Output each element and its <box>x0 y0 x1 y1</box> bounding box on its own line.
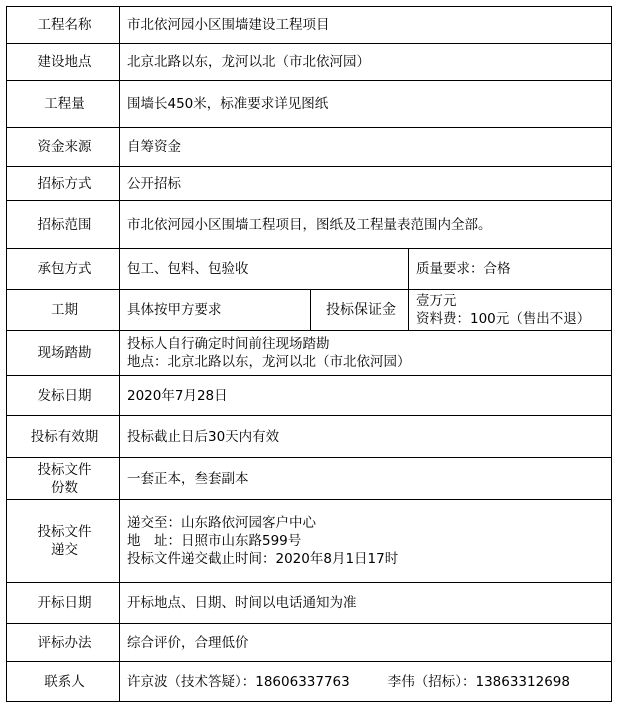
submission-place: 递交至：山东路依河园客户中心 <box>127 515 316 531</box>
issue-date-label: 发标日期 <box>7 376 120 416</box>
site-inspection-value <box>120 331 612 376</box>
row-tender-scope <box>7 201 612 249</box>
row-duration <box>7 290 612 331</box>
row-funding-source <box>7 128 612 167</box>
evaluation-method-value: 综合评价，合理低价 <box>120 624 612 662</box>
bid-deposit-label: 投标保证金 <box>311 290 409 331</box>
contract-method-value: 包工、包料、包验收 <box>120 249 409 290</box>
row-contact <box>7 662 612 702</box>
row-bid-copies <box>7 458 612 500</box>
row-bid-validity <box>7 416 612 458</box>
contact-tender: 李伟（招标）：13863312698 <box>387 673 570 690</box>
row-evaluation-method <box>7 624 612 662</box>
work-quantity-value: 围墙长450米，标准要求详见图纸 <box>120 81 612 128</box>
duration-value: 具体按甲方要求 <box>120 290 311 331</box>
opening-date-value: 开标地点、日期、时间以电话通知为准 <box>120 583 612 624</box>
contract-method-label: 承包方式 <box>7 249 120 290</box>
tender-method-value: 公开招标 <box>120 167 612 201</box>
funding-source-value: 自筹资金 <box>120 128 612 167</box>
row-construction-site <box>7 44 612 81</box>
row-bid-submission <box>7 500 612 583</box>
tender-info-table <box>6 6 612 702</box>
opening-date-label: 开标日期 <box>7 583 120 624</box>
site-inspection-line-2: 地点：北京北路以东，龙河以北（市北依河园） <box>127 354 411 370</box>
document-fee: 资料费：100元（售出不退） <box>416 311 591 327</box>
bid-copies-value: 一套正本，叁套副本 <box>120 458 612 500</box>
submission-deadline: 投标文件递交截止时间：2020年8月1日17时 <box>127 551 399 567</box>
project-name-value: 市北依河园小区围墙建设工程项目 <box>120 7 612 44</box>
project-name-label: 工程名称 <box>7 7 120 44</box>
construction-site-label: 建设地点 <box>7 44 120 81</box>
row-contract-method <box>7 249 612 290</box>
bid-validity-value: 投标截止日后30天内有效 <box>120 416 612 458</box>
submission-address: 地 址：日照市山东路599号 <box>127 533 302 549</box>
work-quantity-label: 工程量 <box>7 81 120 128</box>
row-issue-date <box>7 376 612 416</box>
bid-submission-label: 投标文件 递交 <box>7 500 120 583</box>
funding-source-label: 资金来源 <box>7 128 120 167</box>
duration-label: 工期 <box>7 290 120 331</box>
site-inspection-label: 现场踏勘 <box>7 331 120 376</box>
row-tender-method <box>7 167 612 201</box>
tender-scope-value: 市北依河园小区围墙工程项目，图纸及工程量表范围内全部。 <box>120 201 612 249</box>
bid-deposit-value <box>409 290 612 331</box>
evaluation-method-label: 评标办法 <box>7 624 120 662</box>
bid-submission-value <box>120 500 612 583</box>
row-project-name <box>7 7 612 44</box>
contact-technical: 许京波（技术答疑）：18606337763 <box>127 673 350 690</box>
tender-scope-label: 招标范围 <box>7 201 120 249</box>
bid-deposit-amount: 壹万元 <box>416 293 457 309</box>
contact-value <box>120 662 612 702</box>
row-opening-date <box>7 583 612 624</box>
site-inspection-line-1: 投标人自行确定时间前往现场踏勘 <box>127 336 330 352</box>
bid-validity-label: 投标有效期 <box>7 416 120 458</box>
quality-requirement: 质量要求：合格 <box>409 249 612 290</box>
row-site-inspection <box>7 331 612 376</box>
tender-method-label: 招标方式 <box>7 167 120 201</box>
construction-site-value: 北京北路以东，龙河以北（市北依河园） <box>120 44 612 81</box>
bid-copies-label: 投标文件 份数 <box>7 458 120 500</box>
row-work-quantity <box>7 81 612 128</box>
issue-date-value: 2020年7月28日 <box>120 376 612 416</box>
contact-label: 联系人 <box>7 662 120 702</box>
